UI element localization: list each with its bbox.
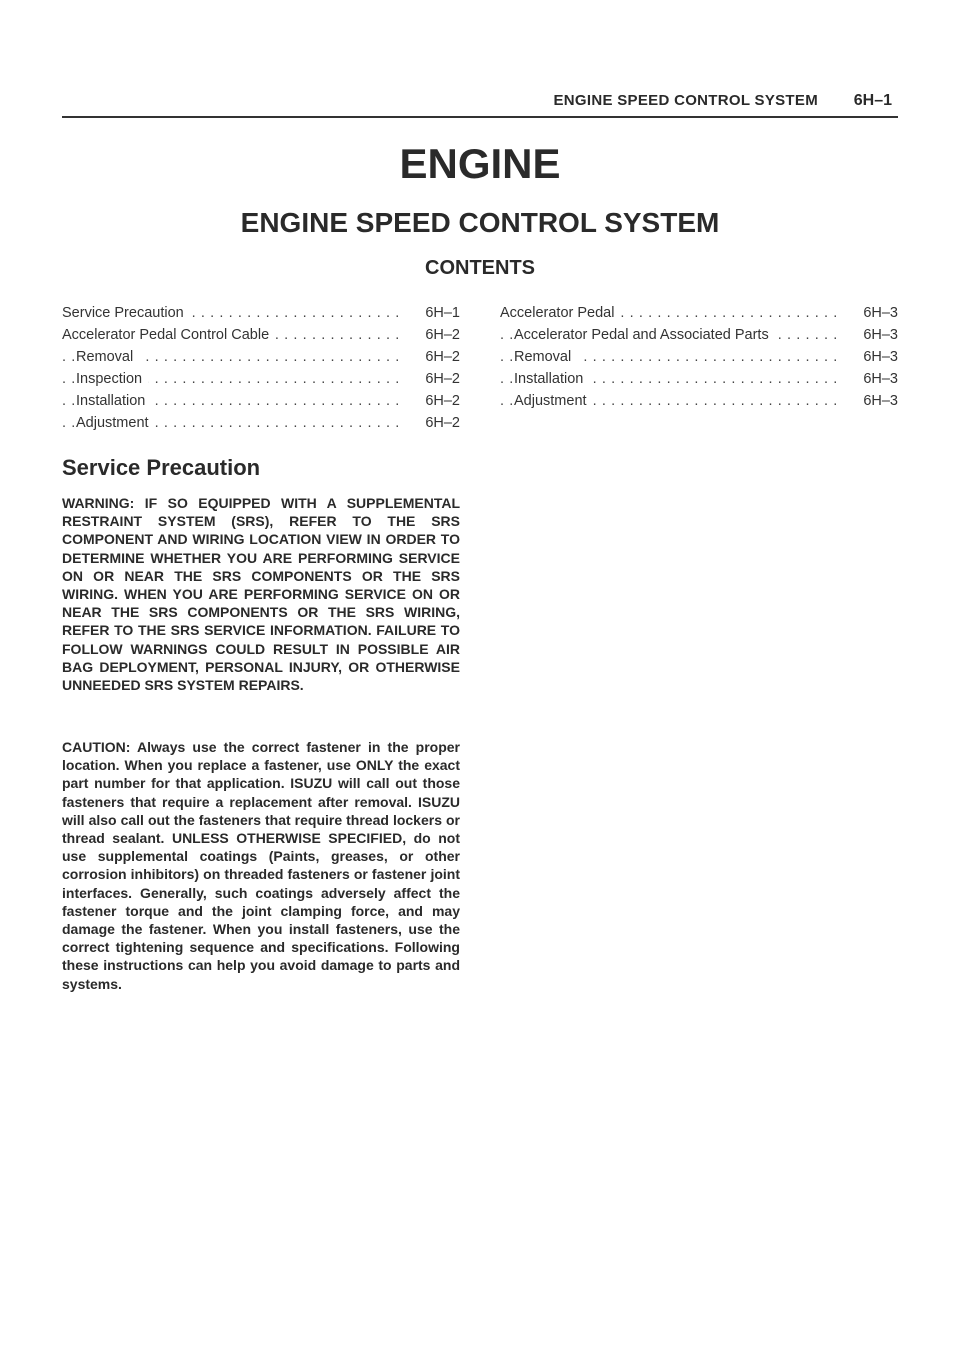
header-section-title: ENGINE SPEED CONTROL SYSTEM (553, 92, 818, 109)
toc-entry[interactable] (500, 325, 898, 347)
toc-entry-label: Removal (514, 349, 577, 365)
toc-entry[interactable] (500, 303, 898, 325)
document-subtitle: ENGINE SPEED CONTROL SYSTEM (240, 207, 720, 238)
toc-entry-page: 6H–2 (425, 327, 460, 343)
toc-entry-label: Inspection (76, 371, 148, 387)
running-header (62, 86, 898, 118)
toc-entry-label: Accelerator Pedal (500, 305, 620, 321)
contents-heading: CONTENTS (425, 257, 535, 279)
toc-entry[interactable] (62, 391, 460, 413)
warning-paragraph: WARNING: IF SO EQUIPPED WITH A SUPPLEMENTAL RESTRAINT SYSTEM (SRS), REFER TO THE SRS COMPONENT AND WIRING LOCATION VIEW IN ORDER TO DETERMINE WHETHER YOU ARE PERFORMING SERVICE ON OR NEAR THE SRS COMPONENTS OR THE SRS WIRING. WHEN YOU ARE PERFORMING SERVICE ON OR NEAR THE SRS COMPONENTS OR THE SRS WIRING, REFER TO THE SRS SERVICE INFORMATION. FAILURE TO FOLLOW WARNINGS COULD RESULT IN POSSIBLE AIR BAG DEPLOYMENT, PERSONAL INJURY, OR OTHERWISE UNNEEDED SRS SYSTEM REPAIRS. (62, 495, 460, 694)
toc-entry-label: Adjustment (76, 415, 155, 431)
toc-entry-page: 6H–3 (863, 393, 898, 409)
toc-entry-label: Installation (514, 371, 589, 387)
toc-entry[interactable] (62, 413, 460, 435)
toc-entry[interactable] (62, 347, 460, 369)
toc-left-column (62, 303, 460, 435)
toc-entry[interactable] (62, 303, 460, 325)
toc-entry[interactable] (62, 325, 460, 347)
toc-entry[interactable] (500, 347, 898, 369)
toc-entry-page: 6H–1 (425, 305, 460, 321)
toc-entry-label: Removal (76, 349, 139, 365)
toc-entry-page: 6H–3 (863, 305, 898, 321)
toc-entry-page: 6H–3 (863, 349, 898, 365)
toc-entry-page: 6H–2 (425, 349, 460, 365)
toc-entry[interactable] (500, 391, 898, 413)
document-title: ENGINE (399, 140, 561, 187)
toc-entry-label: Accelerator Pedal and Associated Parts (514, 327, 775, 343)
toc-entry-label: Accelerator Pedal Control Cable (62, 327, 275, 343)
toc-entry-page: 6H–2 (425, 415, 460, 431)
toc-entry-page: 6H–3 (863, 327, 898, 343)
toc-right-column (500, 303, 898, 413)
toc-entry-page: 6H–3 (863, 371, 898, 387)
toc-entry[interactable] (62, 369, 460, 391)
toc-entry-label: Installation (76, 393, 151, 409)
toc-entry-label: Service Precaution (62, 305, 190, 321)
toc-entry[interactable] (500, 369, 898, 391)
toc-entry-label: Adjustment (514, 393, 593, 409)
section-heading: Service Precaution (62, 455, 261, 480)
toc-entry-page: 6H–2 (425, 371, 460, 387)
header-page-number: 6H–1 (853, 92, 892, 109)
caution-paragraph: CAUTION: Always use the correct fastener in the proper location. When you replace a fastener, use ONLY the exact part number for that application. ISUZU will call out those fasteners that require a replacement after removal. ISUZU will also call out the fasteners that require thread lockers or thread sealant. UNLESS OTHERWISE SPECIFIED, do not use supplemental coatings (Paints, greases, or other corrosion inhibitors) on threaded fasteners or fastener joint interfaces. Generally, such coatings adversely affect the fastener torque and the joint clamping force, and may damage the fastener. When you install fasteners, use the correct tightening sequence and specifications. Following these instructions can help you avoid damage to parts and systems. (62, 739, 460, 992)
toc-entry-page: 6H–2 (425, 393, 460, 409)
